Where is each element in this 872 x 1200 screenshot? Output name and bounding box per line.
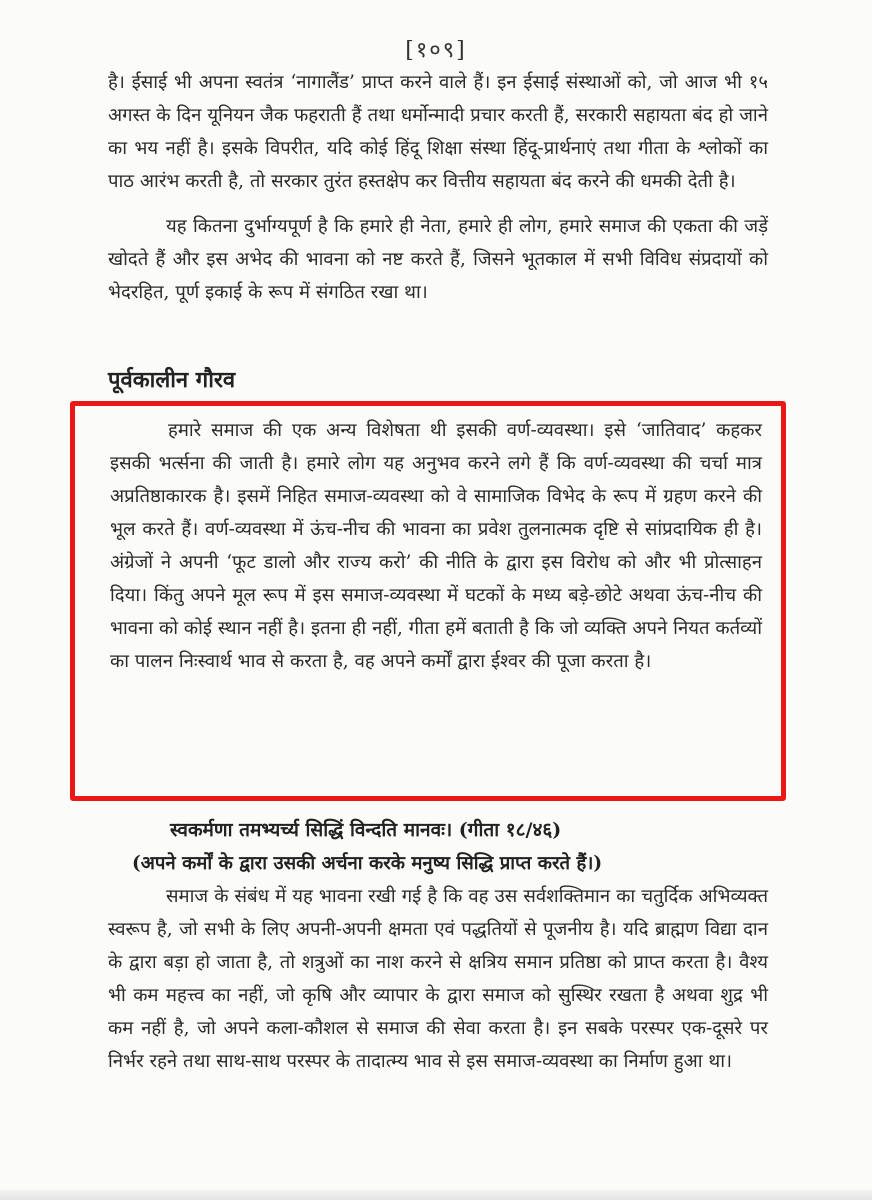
page-bottom-edge bbox=[0, 1190, 872, 1200]
closing-section bbox=[108, 880, 768, 1078]
section-heading: पूर्वकालीन गौरव bbox=[108, 367, 236, 393]
shloka-translation: (अपने कर्मों के द्वारा उसकी अर्चना करके मनुष्य सिद्धि प्राप्त करते हैं।) bbox=[132, 853, 603, 874]
highlighted-paragraph: हमारे समाज की एक अन्य विशेषता थी इसकी वर्ण-व्यवस्था। इसे ‘जातिवाद’ कहकर इसकी भर्त्सना की जाती है। हमारे लोग यह अनुभव करने लगे हैं कि वर्ण-व्यवस्था की चर्चा मात्र अप्रतिष्ठाकारक है। इसमें निहित समाज-व्यवस्था को वे सामाजिक विभेद के रूप में ग्रहण करने की भूल करते हैं। वर्ण-व्यवस्था में ऊंच-नीच की भावना का प्रवेश तुलनात्मक दृष्टि से सांप्रदायिक ही है। अंग्रेजों ने अपनी ‘फूट डालो और राज्य करो’ की नीति के द्वारा इस विरोध को और भी प्रोत्साहन दिया। किंतु अपने मूल रूप में इस समाज-व्यवस्था में घटकों के मध्य बड़े-छोटे अथवा ऊंच-नीच की भावना को कोई स्थान नहीं है। इतना ही नहीं, गीता हमें बताती है कि जो व्यक्ति अपने नियत कर्तव्यों का पालन निःस्वार्थ भाव से करता है, वह अपने कर्मों द्वारा ईश्वर की पूजा करता है। bbox=[110, 420, 762, 672]
page-number: [१०९] bbox=[405, 38, 467, 63]
intro-paragraph-1: है। ईसाई भी अपना स्वतंत्र ‘नागालैंड’ प्राप्त करने वाले हैं। इन ईसाई संस्थाओं को, जो आज भी १५ अगस्त के दिन यूनियन जैक फहराती हैं तथा धर्मोन्मादी प्रचार करती हैं, सरकारी सहायता बंद हो जाने का भय नहीं है। इसके विपरीत, यदि कोई हिंदू शिक्षा संस्था हिंदू-प्रार्थनाएं तथा गीता के श्लोकों का पाठ आरंभ करती है, तो सरकार तुरंत हस्तक्षेप कर वित्तीय सहायता बंद करने की धमकी देती है। bbox=[108, 72, 768, 192]
intro-section bbox=[108, 66, 768, 309]
gita-shloka: स्वकर्मणा तमभ्यर्च्य सिद्धिं विन्दति मानवः। (गीता १८/४६) bbox=[170, 819, 562, 841]
highlighted-section bbox=[110, 414, 762, 678]
closing-paragraph: समाज के संबंध में यह भावना रखी गई है कि वह उस सर्वशक्तिमान का चतुर्दिक अभिव्यक्त स्वरूप है, जो सभी के लिए अपनी-अपनी क्षमता एवं पद्धतियों से पूजनीय है। यदि ब्राह्मण विद्या दान के द्वारा बड़ा हो जाता है, तो शत्रुओं का नाश करने से क्षत्रिय समान प्रतिष्ठा को प्राप्त करता है। वैश्य भी कम महत्त्व का नहीं, जो कृषि और व्यापार के द्वारा समाज को सुस्थिर रखता है अथवा शुद्र भी कम नहीं है, जो अपने कला-कौशल से समाज की सेवा करता है। इन सबके परस्पर एक-दूसरे पर निर्भर रहने तथा साथ-साथ परस्पर के तादात्म्य भाव से इस समाज-व्यवस्था का निर्माण हुआ था। bbox=[108, 886, 768, 1072]
intro-paragraph-2: यह कितना दुर्भाग्यपूर्ण है कि हमारे ही नेता, हमारे ही लोग, हमारे समाज की एकता की जड़ें खोदते हैं और इस अभेद की भावना को नष्ट करते हैं, जिसने भूतकाल में सभी विविध संप्रदायों को भेदरहित, पूर्ण इकाई के रूप में संगठित रखा था। bbox=[108, 216, 768, 303]
